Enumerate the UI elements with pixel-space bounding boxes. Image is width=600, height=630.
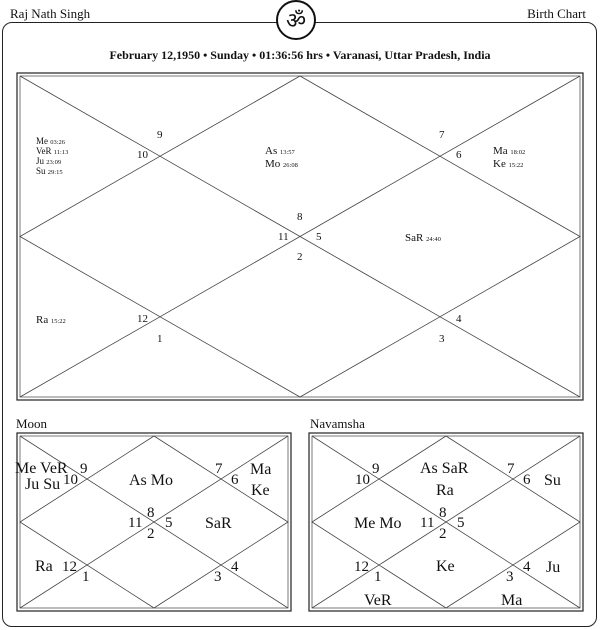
moon-house-7: 7 xyxy=(215,461,223,477)
moon-planets-top-left-2: Ju Su xyxy=(25,476,61,493)
house-11: 11 xyxy=(278,231,289,243)
house-2: 2 xyxy=(297,251,303,263)
navamsha-house-9: 9 xyxy=(372,461,380,477)
moon-planets-bottom-left: Ra xyxy=(35,558,53,575)
planet-sar: SaR 24:40 xyxy=(405,232,441,244)
moon-house-8: 8 xyxy=(147,505,155,521)
planet-ju: Ju 23:09 xyxy=(36,156,62,166)
om-icon xyxy=(276,0,316,40)
planet-su: Su 29:15 xyxy=(36,166,63,176)
navamsha-planets-bottom-right-b: Ma xyxy=(501,592,523,609)
navamsha-house-6: 6 xyxy=(523,472,531,488)
moon-house-4: 4 xyxy=(231,559,239,575)
moon-house-2: 2 xyxy=(147,526,155,542)
main-birth-chart xyxy=(16,72,584,401)
om-symbol: ॐ xyxy=(285,8,307,33)
planet-ke: Ke 15:22 xyxy=(493,158,524,170)
moon-chart xyxy=(16,432,292,612)
house-5: 5 xyxy=(316,231,322,243)
planet-mo: Mo 26:08 xyxy=(265,158,298,170)
moon-planets-top-left-1: Me VeR xyxy=(15,460,68,477)
moon-house-3: 3 xyxy=(214,569,222,585)
navamsha-house-5: 5 xyxy=(457,515,465,531)
navamsha-chart xyxy=(308,432,584,612)
house-9: 9 xyxy=(157,129,163,141)
moon-chart-lines xyxy=(16,432,292,612)
navamsha-planets-bottom-right-a: Ju xyxy=(546,559,561,576)
planet-me: Me 03:26 xyxy=(36,136,66,146)
moon-house-11: 11 xyxy=(128,515,143,531)
moon-house-1: 1 xyxy=(82,569,90,585)
house-3: 3 xyxy=(439,333,445,345)
moon-house-6: 6 xyxy=(231,472,239,488)
navamsha-house-2: 2 xyxy=(439,526,447,542)
native-name: Raj Nath Singh xyxy=(10,6,91,21)
moon-house-12: 12 xyxy=(62,559,77,575)
navamsha-chart-lines xyxy=(308,432,584,612)
navamsha-house-7: 7 xyxy=(507,461,515,477)
house-4: 4 xyxy=(456,313,462,325)
house-1: 1 xyxy=(157,333,163,345)
moon-planets-center-right: SaR xyxy=(205,515,232,532)
house-12: 12 xyxy=(137,313,148,325)
navamsha-house-10: 10 xyxy=(355,472,370,488)
planet-ver: VeR 11:13 xyxy=(36,146,69,156)
moon-planets-top-right-2: Ke xyxy=(251,482,270,499)
navamsha-house-11: 11 xyxy=(420,515,435,531)
navamsha-planets-center-bottom: Ke xyxy=(436,558,455,575)
house-8: 8 xyxy=(297,211,303,223)
house-7: 7 xyxy=(439,129,445,141)
navamsha-house-8: 8 xyxy=(439,505,447,521)
moon-house-5: 5 xyxy=(165,515,173,531)
navamsha-house-4: 4 xyxy=(523,559,531,575)
chart-type-label: Birth Chart xyxy=(527,6,586,21)
navamsha-house-12: 12 xyxy=(354,559,369,575)
house-10: 10 xyxy=(137,149,148,161)
moon-planets-top-right-1: Ma xyxy=(250,461,272,478)
navamsha-house-1: 1 xyxy=(374,569,382,585)
navamsha-house-3: 3 xyxy=(506,569,514,585)
moon-planets-top-center: As Mo xyxy=(129,472,174,489)
navamsha-chart-title: Navamsha xyxy=(310,416,365,431)
planet-as: As 13:57 xyxy=(265,145,295,157)
birth-details: February 12,1950 • Sunday • 01:36:56 hrs • Varanasi, Uttar Pradesh, India xyxy=(109,48,491,62)
navamsha-planets-center-left: Me Mo xyxy=(354,515,402,532)
navamsha-planets-bottom-left: VeR xyxy=(364,592,392,609)
navamsha-planets-top-center-1: As SaR xyxy=(420,460,469,477)
planet-ma: Ma 18:02 xyxy=(493,145,526,157)
moon-house-10: 10 xyxy=(63,472,78,488)
navamsha-planets-top-right: Su xyxy=(544,472,561,489)
house-6: 6 xyxy=(456,149,462,161)
main-chart-lines xyxy=(16,72,584,401)
navamsha-planets-top-center-2: Ra xyxy=(436,482,454,499)
planet-ra: Ra 15:22 xyxy=(36,314,66,326)
moon-chart-title: Moon xyxy=(16,416,48,431)
moon-house-9: 9 xyxy=(80,461,88,477)
